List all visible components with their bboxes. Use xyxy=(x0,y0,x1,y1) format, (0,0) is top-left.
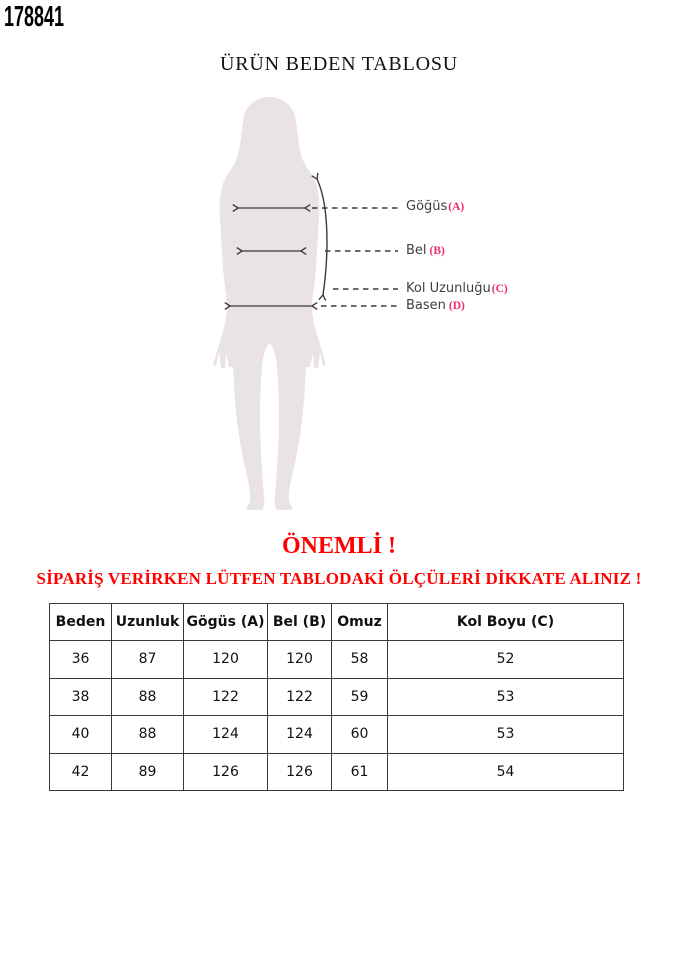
cell: 59 xyxy=(332,678,388,716)
cell: 61 xyxy=(332,753,388,791)
table-row xyxy=(50,716,624,754)
cell: 36 xyxy=(50,641,112,679)
col-header-uzunluk: Uzunluk xyxy=(112,604,184,641)
cell: 120 xyxy=(268,641,332,679)
cell: 122 xyxy=(268,678,332,716)
chest-letter: (A) xyxy=(448,201,465,213)
cell: 38 xyxy=(50,678,112,716)
cell: 88 xyxy=(112,678,184,716)
table-row xyxy=(50,753,624,791)
label-hip: Basen (D) xyxy=(406,298,465,313)
table-row xyxy=(50,641,624,679)
col-header-bel: Bel (B) xyxy=(268,604,332,641)
product-code: 178841 xyxy=(4,1,65,33)
cell: 89 xyxy=(112,753,184,791)
cell: 126 xyxy=(184,753,268,791)
label-sleeve-length: Kol Uzunluğu(C) xyxy=(406,281,508,296)
col-header-kol-boyu: Kol Boyu (C) xyxy=(388,604,624,641)
col-header-beden: Beden xyxy=(50,604,112,641)
cell: 124 xyxy=(268,716,332,754)
col-header-gogus: Gögüs (A) xyxy=(184,604,268,641)
sleeve-letter: (C) xyxy=(491,283,508,295)
col-header-omuz: Omuz xyxy=(332,604,388,641)
page-title: ÜRÜN BEDEN TABLOSU xyxy=(220,53,458,75)
cell: 53 xyxy=(388,716,624,754)
female-silhouette xyxy=(213,97,326,510)
cell: 122 xyxy=(184,678,268,716)
order-warning-text: SİPARİŞ VERİRKEN LÜTFEN TABLODAKİ ÖLÇÜLERİ DİKKATE ALINIZ ! xyxy=(36,569,642,588)
label-chest: Göğüs(A) xyxy=(406,199,465,214)
important-heading: ÖNEMLİ ! xyxy=(282,533,396,559)
label-waist: Bel (B) xyxy=(406,243,445,258)
cell: 42 xyxy=(50,753,112,791)
cell: 58 xyxy=(332,641,388,679)
size-table-header-row xyxy=(50,604,624,641)
cell: 53 xyxy=(388,678,624,716)
cell: 40 xyxy=(50,716,112,754)
cell: 60 xyxy=(332,716,388,754)
cell: 124 xyxy=(184,716,268,754)
cell: 120 xyxy=(184,641,268,679)
waist-letter: (B) xyxy=(429,245,445,257)
hip-letter: (D) xyxy=(448,300,465,312)
cell: 52 xyxy=(388,641,624,679)
size-table xyxy=(49,603,624,791)
cell: 54 xyxy=(388,753,624,791)
cell: 126 xyxy=(268,753,332,791)
cell: 88 xyxy=(112,716,184,754)
cell: 87 xyxy=(112,641,184,679)
table-row xyxy=(50,678,624,716)
